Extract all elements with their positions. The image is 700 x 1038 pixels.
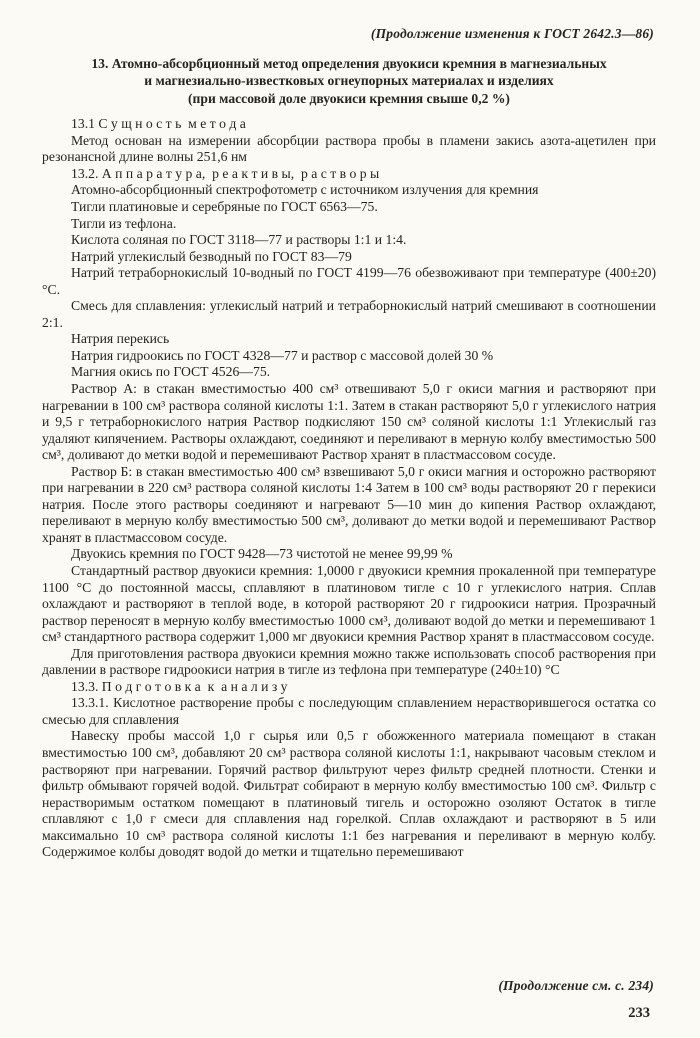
clause-13-2-heading: 13.2. А п п а р а т у р а, р е а к т и в ы, р а с т в о р ы bbox=[71, 165, 380, 181]
paragraph: Натрия перекись bbox=[71, 331, 170, 347]
continuation-note-top: (Продолжение изменения к ГОСТ 2642.3—86) bbox=[370, 26, 654, 41]
section-title-line-1: 13. Атомно-абсорбционный метод определения двуокиси кремния в магнезиальных bbox=[91, 56, 607, 71]
clause-13-3-heading: 13.3. П о д г о т о в к а к а н а л и з у bbox=[71, 678, 288, 694]
document-body bbox=[42, 116, 656, 861]
paragraph: Натрий тетраборнокислый 10-водный по ГОСТ 4199—76 обезвоживают при температуре (400±20) °С. bbox=[42, 265, 656, 297]
page-footer bbox=[42, 978, 656, 1022]
paragraph: Тигли из тефлона. bbox=[71, 215, 177, 231]
paragraph: Натрия гидроокись по ГОСТ 4328—77 и раствор с массовой долей 30 % bbox=[71, 347, 494, 363]
section-title-line-3: (при массовой доле двуокиси кремния свыше 0,2 %) bbox=[188, 90, 510, 106]
paragraph: Магния окись по ГОСТ 4526—75. bbox=[71, 364, 271, 380]
paragraph: Тигли платиновые и серебряные по ГОСТ 6563—75. bbox=[71, 198, 378, 214]
paragraph: Навеску пробы массой 1,0 г сырья или 0,5 г обожженного материала помещают в стакан вместимостью 100 см³, добавляют 20 см³ раствора соляной кислоты 1:1, накрывают часовым стеклом и растворяют при нагревании. Горячий раствор фильтруют через фильтр средней плотности. Стенки и фильтр обмывают горячей водой. Фильтрат собирают в мерную колбу вместимостью 100 см³. Фильтр с нерастворимым остатком помещают в платиновый тигель и осторожно озоляют Остаток в тигле сплавляют с 1,0 г смеси для сплавления над горелкой. Сплав охлаждают и растворяют в 5 или максимально 10 см³ раствора соляной кислоты 1:1 без нагревания и переливают в мерную колбу. Содержимое колбы доводят водой до метки и тщательно перемешивают bbox=[42, 728, 656, 860]
paragraph-solution-b: Раствор Б: в стакан вместимостью 400 см³ взвешивают 5,0 г окиси магния и осторожно растворяют при нагревании в 220 см³ раствора соляной кислоты 1:4 Затем в 100 см³ воды растворяют 20 г перекиси натрия. После этого растворы соединяют и нагревают 5—10 мин до кипения Раствор охлаждают, переливают в мерную колбу вместимостью 500 см³, доливают до метки водой и перемешивают Раствор хранят в пластмассовом сосуде. bbox=[42, 463, 656, 545]
continuation-note-bottom: (Продолжение см. с. 234) bbox=[498, 978, 654, 993]
paragraph: Кислота соляная по ГОСТ 3118—77 и растворы 1:1 и 1:4. bbox=[71, 232, 407, 248]
paragraph: Метод основан на измерении абсорбции раствора пробы в пламени закись азота-ацетилен при резонансной длине волны 251,6 нм bbox=[42, 132, 656, 165]
paragraph: Для приготовления раствора двуокиси кремния можно также использовать способ растворения при давлении в растворе гидроокиси натрия в тигле из тефлона при температуре (240±10) °С bbox=[42, 645, 656, 678]
paragraph: Смесь для сплавления: углекислый натрий и тетраборнокислый натрий смешивают в соотношении 2:1. bbox=[42, 298, 656, 330]
paragraph: Двуокись кремния по ГОСТ 9428—73 чистотой не менее 99,99 % bbox=[71, 546, 453, 562]
section-title-line-2: и магнезиально-известковых огнеупорных материалах и изделиях bbox=[144, 73, 554, 89]
clause-13-1-heading: 13.1 С у щ н о с т ь м е т о д а bbox=[71, 116, 246, 132]
paragraph: Натрий углекислый безводный по ГОСТ 83—79 bbox=[71, 248, 352, 264]
page-number: 233 bbox=[628, 1005, 650, 1021]
paragraph: Атомно-абсорбционный спектрофотометр с источником излучения для кремния bbox=[71, 182, 539, 198]
paragraph-standard-solution: Стандартный раствор двуокиси кремния: 1,0000 г двуокиси кремния прокаленной при температуре 1100 °С до постоянной массы, сплавляют в платиновом тигле с 10 г углекислого натрия. Сплав охлаждают и растворяют в теплой воде, в которой растворяют 20 г гидроокиси натрия. Прозрачный раствор переносят в мерную колбу вместимостью 1000 см³, доливают водой до метки и перемешивают 1 см³ стандартного раствора содержит 1,000 мг двуокиси кремния Раствор хранят в пластмассовом сосуде. bbox=[42, 562, 656, 645]
paragraph-solution-a: Раствор А: в стакан вместимостью 400 см³ отвешивают 5,0 г окиси магния и растворяют при нагревании в 100 см³ раствора соляной кислоты 1:1. Затем в стакан растворяют 5,0 г углекислого натрия и 9,5 г тетраборнокислого натрия Раствор подкисляют 150 см³ соляной кислоты 1:1 Углекислый газ удаляют кипячением. Растворы охлаждают, соединяют и переливают в мерную колбу вместимостью 500 см³, доливают до метки водой и перемешивают Раствор хранят в пластмассовом сосуде. bbox=[42, 380, 656, 463]
clause-13-3-1-heading: 13.3.1. Кислотное растворение пробы с последующим сплавлением нерастворившегося остатка со смесью для сплавления bbox=[42, 695, 656, 727]
section-title bbox=[42, 55, 656, 107]
